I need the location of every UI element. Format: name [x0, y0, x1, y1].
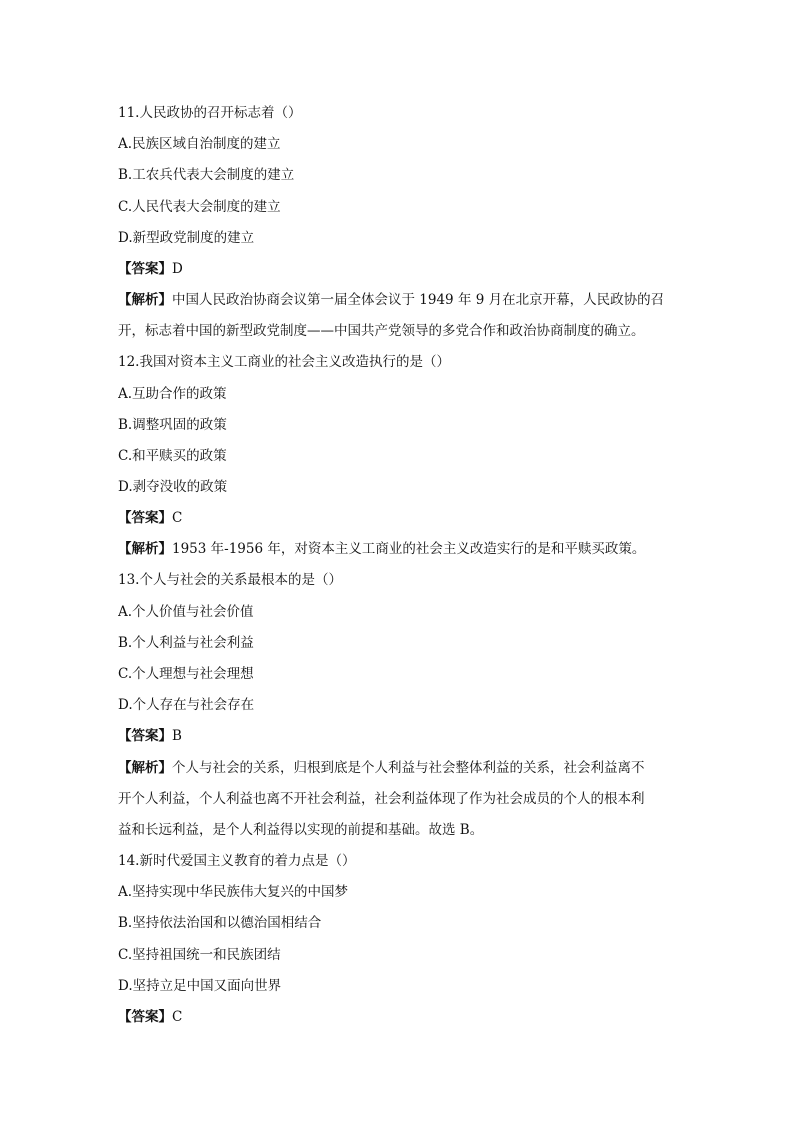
answer-value: C — [172, 510, 183, 526]
option-d: D.坚持立足中国又面向世界 — [118, 978, 282, 994]
question-stem: 11.人民政协的召开标志着（） — [118, 105, 302, 121]
answer-value: B — [172, 728, 182, 744]
answer-value: D — [172, 261, 183, 277]
analysis-text: 开个人利益，个人利益也离不开社会利益，社会利益体现了作为社会成员的个人的根本利 — [118, 791, 645, 807]
option-a: A.坚持实现中华民族伟大复兴的中国梦 — [118, 884, 349, 900]
analysis-text: 1953 年-1956 年，对资本主义工商业的社会主义改造实行的是和平赎买政策。 — [172, 541, 646, 557]
option-b: B.坚持依法治国和以德治国相结合 — [118, 915, 322, 931]
option-d: D.剥夺没收的政策 — [118, 479, 228, 495]
analysis-line — [118, 539, 678, 559]
option-a: A.个人价值与社会价值 — [118, 604, 254, 620]
option-c: C.坚持祖国统一和民族团结 — [118, 947, 281, 963]
answer-label: 【答案】 — [118, 1009, 172, 1025]
option-d: D.新型政党制度的建立 — [118, 230, 255, 246]
analysis-label: 【解析】 — [118, 292, 172, 308]
answer-line — [118, 726, 678, 746]
option-a: A.民族区域自治制度的建立 — [118, 136, 281, 152]
answer-line — [118, 508, 678, 528]
analysis-text: 中国人民政治协商会议第一届全体会议于 1949 年 9 月在北京开幕，人民政协的召 — [172, 292, 665, 308]
question-stem: 12.我国对资本主义工商业的社会主义改造执行的是（） — [118, 354, 450, 370]
option-a: A.互助合作的政策 — [118, 386, 227, 402]
answer-value: C — [172, 1009, 183, 1025]
option-c: C.和平赎买的政策 — [118, 448, 227, 464]
answer-line — [118, 1007, 678, 1027]
analysis-label: 【解析】 — [118, 760, 172, 776]
option-b: B.个人利益与社会利益 — [118, 635, 254, 651]
analysis-text: 开，标志着中国的新型政党制度——中国共产党领导的多党合作和政治协商制度的确立。 — [118, 323, 645, 339]
question-stem: 13.个人与社会的关系最根本的是（） — [118, 572, 342, 588]
analysis-line — [118, 290, 678, 310]
analysis-label: 【解析】 — [118, 541, 172, 557]
question-stem: 14.新时代爱国主义教育的着力点是（） — [118, 853, 356, 869]
option-d: D.个人存在与社会存在 — [118, 697, 255, 713]
answer-line — [118, 259, 678, 279]
option-b: B.调整巩固的政策 — [118, 417, 227, 433]
answer-label: 【答案】 — [118, 261, 172, 277]
analysis-text: 益和长远利益，是个人利益得以实现的前提和基础。故选 B。 — [118, 822, 484, 838]
option-c: C.个人理想与社会理想 — [118, 666, 254, 682]
analysis-line — [118, 758, 678, 778]
option-c: C.人民代表大会制度的建立 — [118, 199, 281, 215]
analysis-text: 个人与社会的关系，归根到底是个人利益与社会整体利益的关系，社会利益离不 — [172, 760, 645, 776]
answer-label: 【答案】 — [118, 510, 172, 526]
option-b: B.工农兵代表大会制度的建立 — [118, 167, 295, 183]
answer-label: 【答案】 — [118, 728, 172, 744]
